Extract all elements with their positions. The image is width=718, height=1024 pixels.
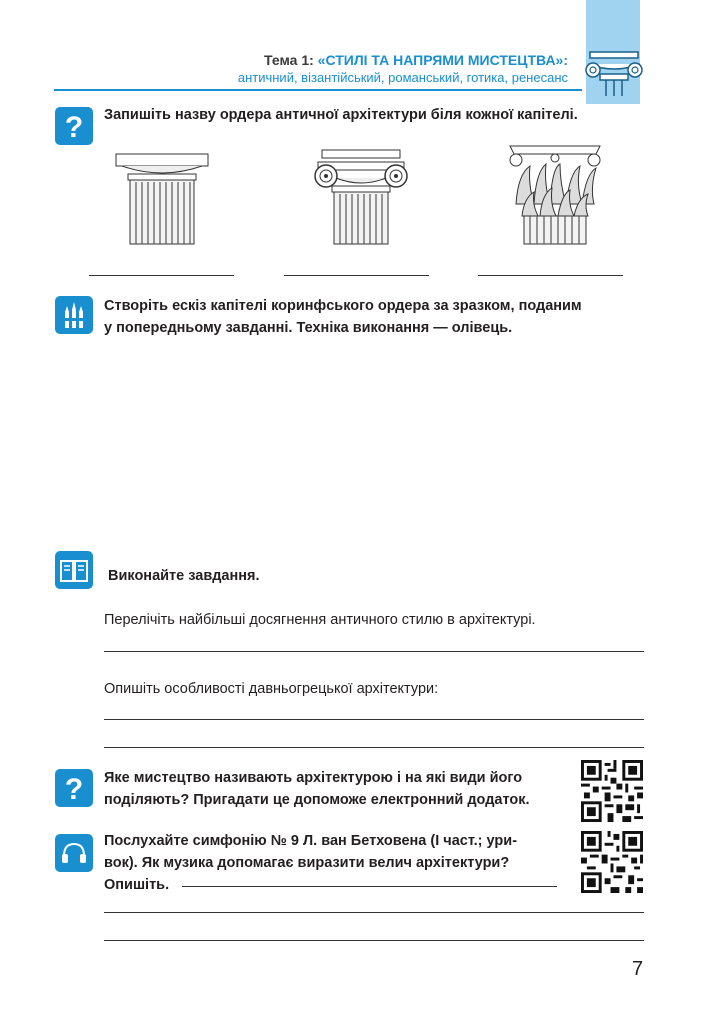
topic-title <box>264 52 568 68</box>
topic-subtitle: античний, візантійський, романський, готика, ренесанс <box>237 70 568 85</box>
answer-line-doric[interactable] <box>89 275 234 276</box>
answer-line-ionic[interactable] <box>284 275 429 276</box>
qr-code[interactable] <box>581 760 643 822</box>
task-3-question-2: Опишіть особливості давньогрецької архітектури: <box>104 681 439 697</box>
topic-prefix: Тема 1: <box>264 52 318 68</box>
answer-line[interactable] <box>104 940 644 941</box>
task-4-line-1: Яке мистецтво називають архітектурою і на які види його <box>104 770 523 786</box>
topic-name: «СТИЛІ ТА НАПРЯМИ МИСТЕЦТВА»: <box>317 52 568 68</box>
answer-line[interactable] <box>182 886 557 887</box>
ionic-capital-icon <box>584 44 644 100</box>
svg-text:?: ? <box>64 111 84 141</box>
task-2-line-2: у попередньому завданні. Техніка виконання — олівець. <box>104 320 513 336</box>
doric-capital-image <box>114 150 210 246</box>
qr-code[interactable] <box>581 831 643 893</box>
sketch-area[interactable] <box>100 345 645 535</box>
answer-line[interactable] <box>104 912 644 913</box>
svg-text:?: ? <box>64 773 84 803</box>
answer-line[interactable] <box>104 719 644 720</box>
page-number: 7 <box>632 958 644 980</box>
brushes-icon <box>55 296 93 334</box>
answer-line[interactable] <box>104 747 644 748</box>
task-4-line-2: поділяють? Пригадати це допоможе електронний додаток. <box>104 792 530 808</box>
task-3-title: Виконайте завдання. <box>108 568 260 584</box>
answer-line[interactable] <box>104 651 644 652</box>
answer-line-corinthian[interactable] <box>478 275 623 276</box>
headphones-icon <box>55 834 93 872</box>
header-divider <box>54 89 582 91</box>
task-5-line-2: вок). Як музика допомагає виразити велич архітектури? <box>104 855 510 871</box>
question-icon <box>55 107 93 145</box>
corinthian-capital-image <box>506 144 604 246</box>
task-5-line-3: Опишіть. <box>104 877 170 893</box>
task-5-line-1: Послухайте симфонію № 9 Л. ван Бетховена (І част.; ури- <box>104 833 518 849</box>
ionic-capital-image <box>312 148 410 246</box>
task-3-question-1: Перелічіть найбільші досягнення античного стилю в архітектурі. <box>104 612 536 628</box>
question-icon <box>55 769 93 807</box>
task-1-text: Запишіть назву ордера античної архітектури біля кожної капітелі. <box>104 107 578 123</box>
book-icon <box>55 551 93 589</box>
task-2-line-1: Створіть ескіз капітелі коринфського ордера за зразком, поданим <box>104 298 582 314</box>
